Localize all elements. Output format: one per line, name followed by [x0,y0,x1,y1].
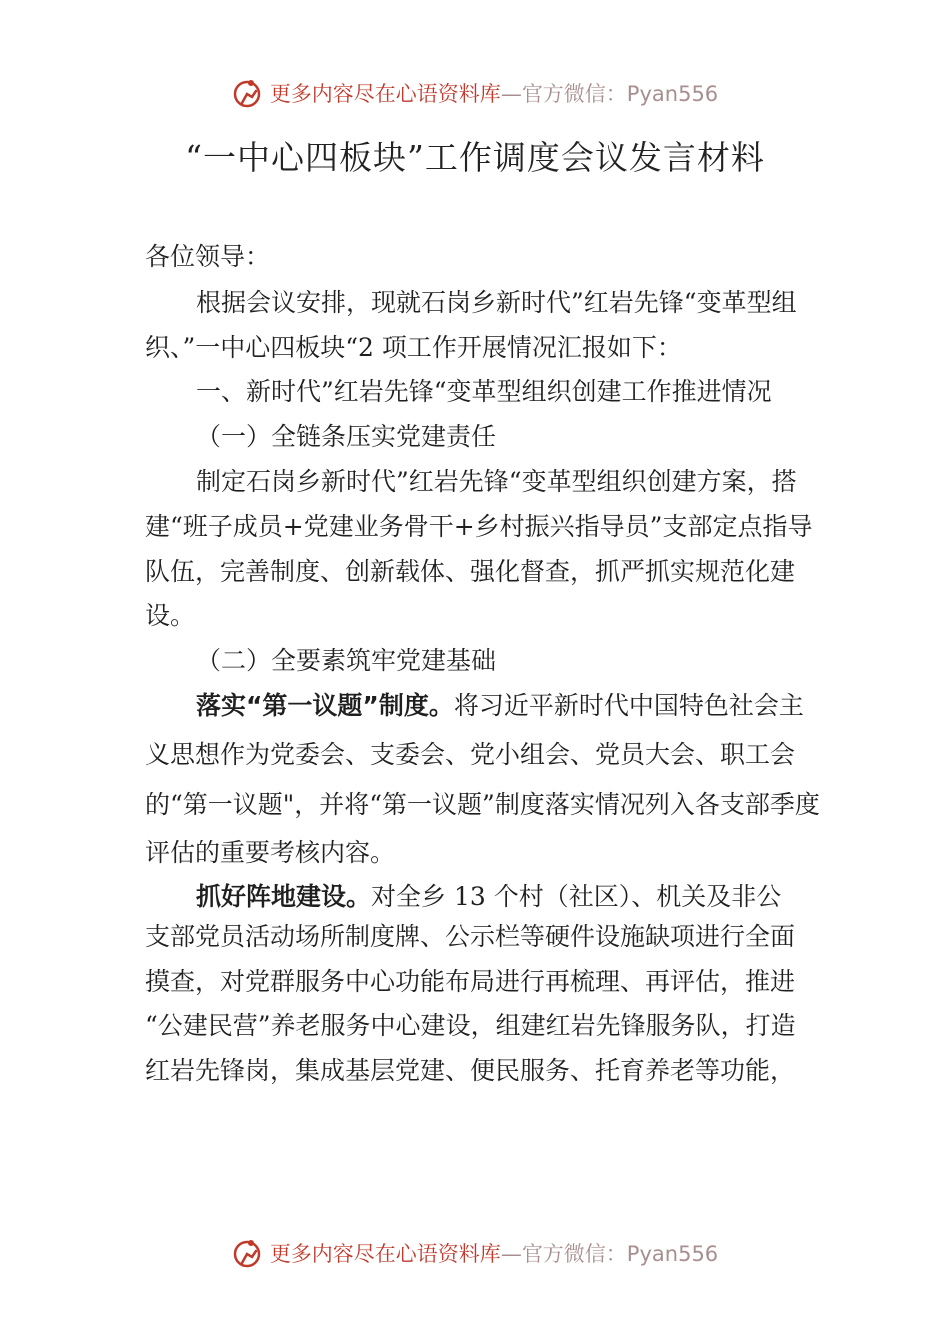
watermark-text: 更多内容尽在心语资料库—官方微信：Pyan556 [269,82,719,106]
para1-line-4: 设。 [145,601,196,630]
para1-line-3: 队伍，完善制度、创新载体、强化督查，抓严抓实规范化建 [145,557,796,586]
watermark-footer [0,1233,950,1273]
para2-lead: 落实“第一议题”制度。 [196,691,454,720]
para2-line-3: 的“第一议题"，并将“第一议题”制度落实情况列入各支部季度 [145,790,820,819]
subsection-heading-1: （一）全链条压实党建责任 [196,422,497,451]
watermark-text: 更多内容尽在心语资料库—官方微信：Pyan556 [269,1242,719,1266]
intro-line-2: 织、”一中心四板块“2 项工作开展情况汇报如下： [145,333,682,362]
para2-line-4: 评估的重要考核内容。 [145,838,396,867]
para2-line-1: 落实“第一议题”制度。将习近平新时代中国特色社会主 [196,691,804,720]
para1-line-1: 制定石岗乡新时代”红岩先锋“变革型组织创建方案，搭 [196,467,797,496]
document-title: “一中心四板块”工作调度会议发言材料 [185,138,765,177]
para1-line-2: 建“班子成员+党建业务骨干+乡村振兴指导员”支部定点指导 [145,512,813,541]
para3-line-3: 摸查，对党群服务中心功能布局进行再梳理、再评估，推进 [145,967,796,996]
runner-logo-icon [232,1237,264,1269]
para3-line-2: 支部党员活动场所制度牌、公示栏等硬件设施缺项进行全面 [145,922,796,951]
runner-logo-icon [232,77,264,109]
salutation: 各位领导： [145,242,271,271]
para3-lead: 抓好阵地建设。 [196,882,372,911]
para3-line-4: “公建民营”养老服务中心建设，组建红岩先锋服务队，打造 [145,1011,796,1040]
intro-line-1: 根据会议安排，现就石岗乡新时代”红岩先锋“变革型组 [196,288,797,317]
para3-line-5: 红岩先锋岗，集成基层党建、便民服务、托育养老等功能， [145,1056,796,1085]
para2-line-2: 义思想作为党委会、支委会、党小组会、党员大会、职工会 [145,740,796,769]
watermark-header [0,73,950,113]
section-heading-1: 一、新时代”红岩先锋“变革型组织创建工作推进情况 [196,377,772,406]
para3-line-1: 抓好阵地建设。对全乡 13 个村（社区）、机关及非公 [196,882,782,911]
subsection-heading-2: （二）全要素筑牢党建基础 [196,646,497,675]
